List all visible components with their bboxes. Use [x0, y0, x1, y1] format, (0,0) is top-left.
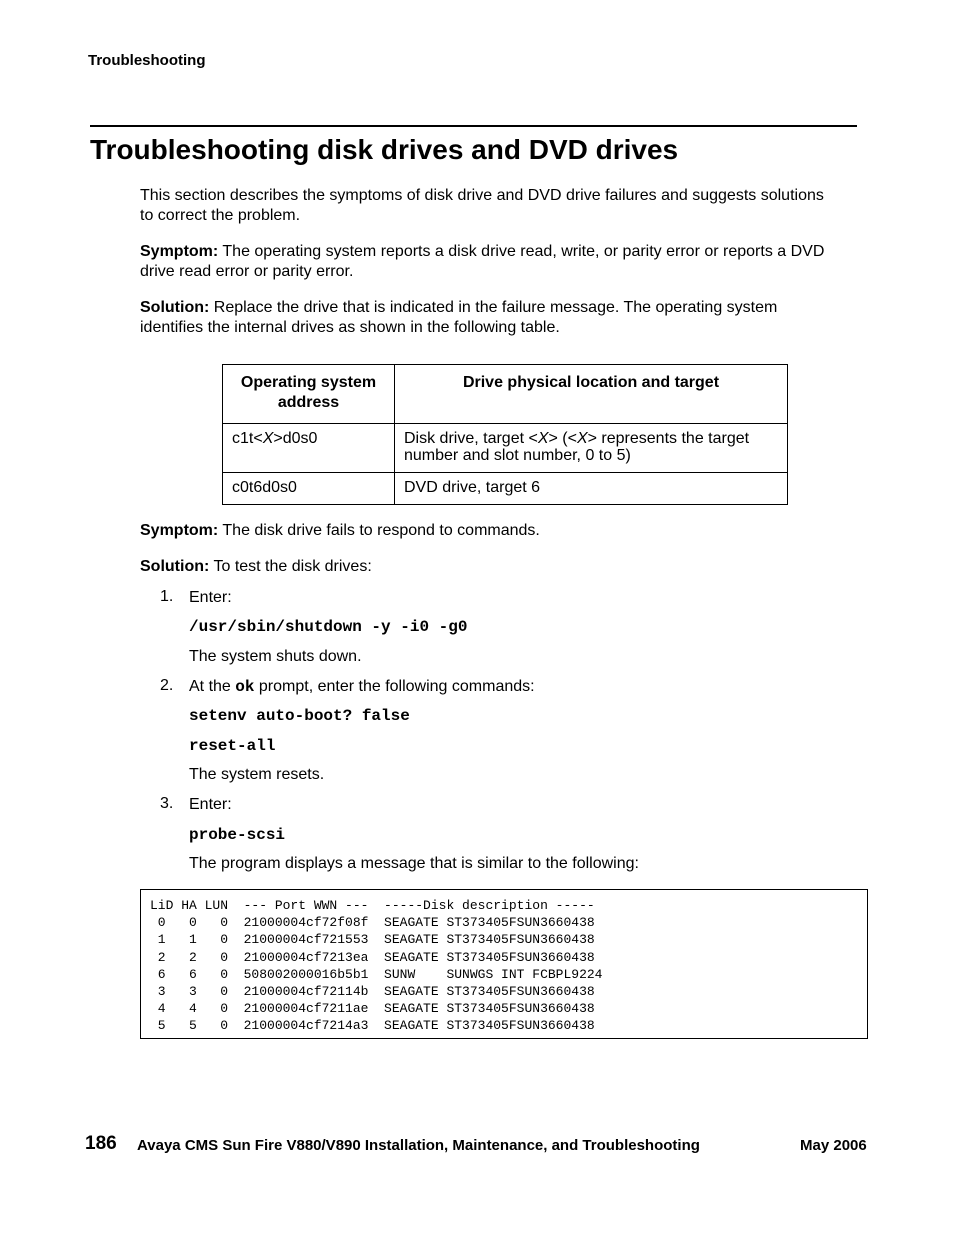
output-line: 5 5 0 21000004cf7214a3 SEAGATE ST373405FSUN3660438 [150, 1018, 595, 1034]
location-text: Disk drive, target < [404, 430, 538, 447]
output-line: 3 3 0 21000004cf72114b SEAGATE ST373405FSUN3660438 [150, 984, 595, 1000]
step-result: The system shuts down. [189, 648, 362, 665]
command-reset-all: reset-all [189, 737, 276, 755]
column-header-address: Operating system address [223, 365, 395, 424]
page-title: Troubleshooting disk drives and DVD drives [90, 134, 679, 165]
symptom-paragraph-1 [140, 242, 840, 282]
output-line: 4 4 0 21000004cf7211ae SEAGATE ST373405FSUN3660438 [150, 1001, 595, 1017]
table-row [223, 473, 788, 505]
solution-text: To test the disk drives: [209, 558, 372, 575]
intro-paragraph: This section describes the symptoms of disk drive and DVD drive failures and suggests solutions to correct the problem. [140, 187, 824, 224]
symptom-text: The operating system reports a disk drive read, write, or parity error or reports a DVD drive read error or parity error. [140, 243, 825, 280]
footer-document-title: Avaya CMS Sun Fire V880/V890 Installation, Maintenance, and Troubleshooting [137, 1137, 700, 1154]
command-setenv: setenv auto-boot? false [189, 707, 410, 725]
step-text: Enter: [189, 796, 232, 813]
step-number: 2. [160, 677, 174, 694]
inline-code-ok: ok [235, 678, 255, 696]
table-cell-location: DVD drive, target 6 [395, 473, 788, 505]
table-cell-location [395, 424, 788, 473]
table-header-row [223, 365, 788, 424]
command-output [150, 897, 602, 1035]
symptom-text: The disk drive fails to respond to commands. [218, 522, 540, 539]
title-rule [90, 125, 857, 127]
drive-address-table [222, 364, 788, 505]
column-header-location: Drive physical location and target [395, 365, 788, 424]
step-text-part: prompt, enter the following commands: [254, 678, 535, 695]
step-number: 1. [160, 588, 174, 605]
solution-text: Replace the drive that is indicated in the failure message. The operating system identifies the internal drives as shown in the following table. [140, 299, 778, 336]
solution-paragraph-2 [140, 557, 840, 577]
step-text-part: At the [189, 678, 236, 695]
solution-label: Solution: [140, 558, 210, 575]
solution-label: Solution: [140, 299, 210, 316]
address-prefix: c1t< [232, 430, 263, 447]
address-suffix: >d0s0 [273, 430, 318, 447]
symptom-label: Symptom: [140, 243, 219, 260]
table-cell-address [223, 424, 395, 473]
symptom-label: Symptom: [140, 522, 219, 539]
command-shutdown: /usr/sbin/shutdown -y -i0 -g0 [189, 618, 468, 636]
output-line: 2 2 0 21000004cf7213ea SEAGATE ST373405FSUN3660438 [150, 949, 595, 965]
address-variable: X [262, 430, 274, 447]
output-line: LiD HA LUN --- Port WWN --- -----Disk description ----- [150, 898, 595, 913]
location-text: > (< [548, 430, 577, 447]
output-line: 6 6 0 508002000016b5b1 SUNW SUNWGS INT FCBPL9224 [150, 966, 603, 982]
footer-date: May 2006 [800, 1137, 867, 1154]
step-result: The system resets. [189, 766, 325, 783]
output-line: 0 0 0 21000004cf72f08f SEAGATE ST373405FSUN3660438 [150, 915, 595, 931]
table-row [223, 424, 788, 473]
command-output-box [140, 889, 868, 1039]
footer-page-number: 186 [85, 1133, 117, 1154]
solution-paragraph-1 [140, 298, 840, 338]
running-header: Troubleshooting [88, 52, 206, 69]
location-variable: X [576, 430, 588, 447]
step-number: 3. [160, 795, 174, 812]
step-text [189, 677, 535, 697]
step-result: The program displays a message that is similar to the following: [189, 855, 639, 872]
output-line: 1 1 0 21000004cf721553 SEAGATE ST373405FSUN3660438 [150, 932, 595, 948]
symptom-paragraph-2 [140, 521, 840, 541]
command-probe-scsi: probe-scsi [189, 826, 286, 844]
table-cell-address: c0t6d0s0 [223, 473, 395, 505]
location-text: > represents the target number and slot number, 0 to 5) [404, 430, 750, 464]
step-text: Enter: [189, 589, 232, 606]
location-variable: X [537, 430, 549, 447]
